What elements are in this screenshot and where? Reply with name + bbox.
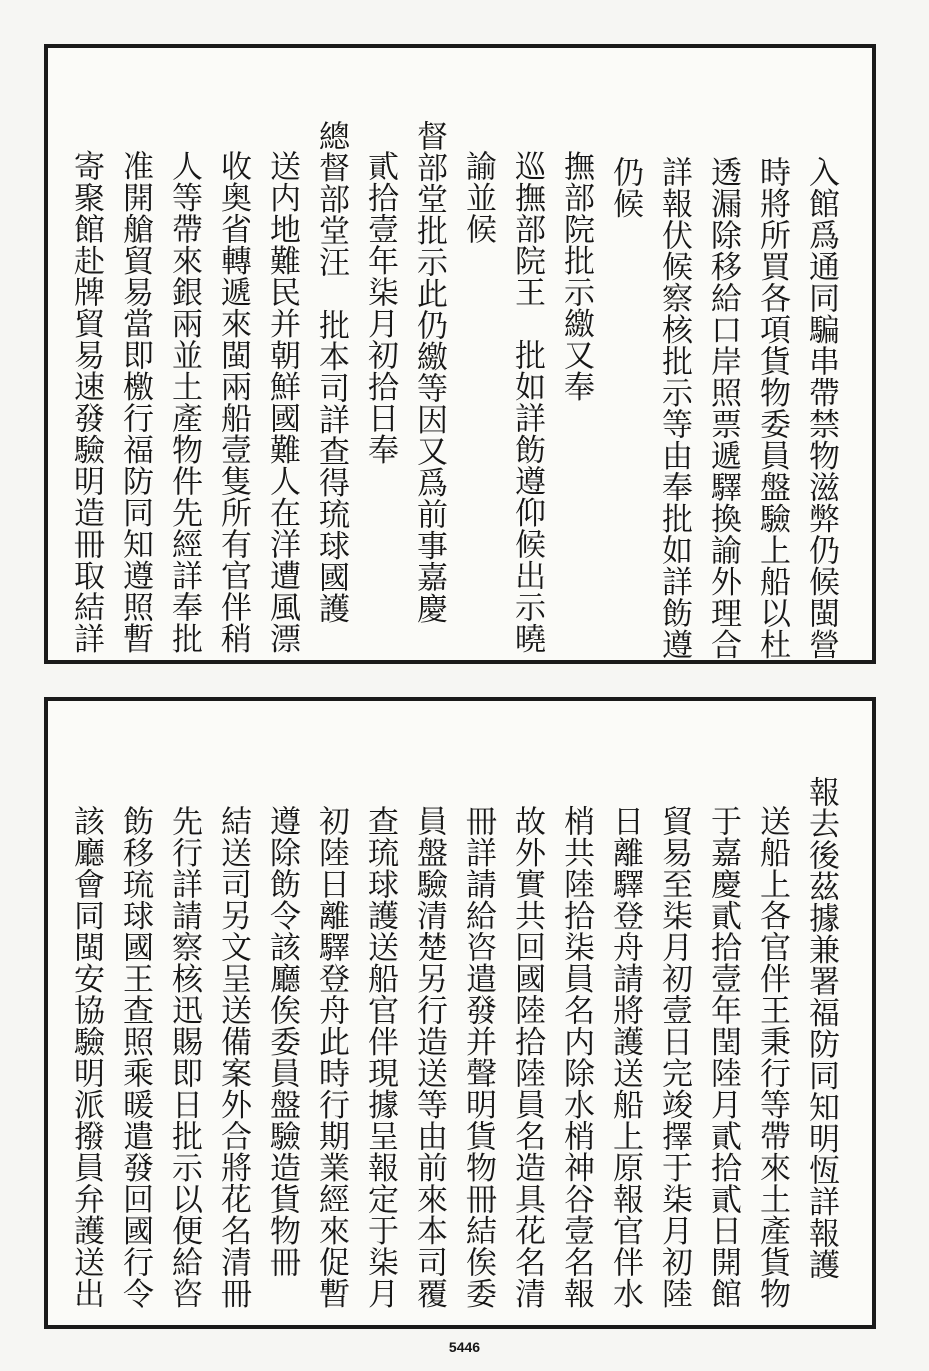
- bottom-text-columns: [48, 701, 872, 1325]
- text-column: 送内地難民并朝鮮國難人在洋遭風漂: [264, 150, 300, 654]
- top-text-columns: [48, 48, 872, 660]
- text-column: 督部堂批示此仍繳等因又爲前事嘉慶: [411, 120, 447, 624]
- text-column: 日離驛登舟請將護送船上原報官伴水: [607, 805, 643, 1309]
- page-number: 5446: [448, 1339, 481, 1355]
- text-column: 冊詳請給咨遣發并聲明貨物冊結俟委: [460, 805, 496, 1309]
- bottom-document-panel: [44, 697, 876, 1329]
- text-column: 准開艙貿易當即檄行福防同知遵照暫: [117, 150, 153, 654]
- text-column: 于嘉慶貳拾壹年閏陸月貳拾貳日開館: [705, 805, 741, 1309]
- text-column: 收奥省轉遞來閩兩船壹隻所有官伴稍: [215, 150, 251, 654]
- text-column: 員盤驗清楚另行造送等由前來本司覆: [411, 805, 447, 1309]
- text-column: 故外實共回國陸拾陸員名造具花名清: [509, 805, 545, 1309]
- text-column: 貳拾壹年柒月初拾日奉: [362, 150, 398, 465]
- text-column: 該廳會同閩安協驗明派撥員弁護送出: [68, 805, 104, 1309]
- text-column: 梢共陸拾柒員名内除水梢神谷壹名報: [558, 805, 594, 1309]
- text-column: 遵除飭令該廳俟委員盤驗造貨物冊: [264, 805, 300, 1278]
- top-document-panel: [44, 44, 876, 664]
- text-column: 諭並候: [460, 150, 496, 245]
- text-column: 巡撫部院王 批如詳飭遵仰候出示曉: [509, 150, 545, 654]
- text-column: 仍候: [607, 156, 643, 219]
- text-column: 詳報伏候察核批示等由奉批如詳飭遵: [656, 156, 692, 660]
- text-column: 總督部堂汪 批本司詳查得琉球國護: [313, 120, 349, 624]
- text-column: 透漏除移給口岸照票遞驛換諭外理合: [705, 156, 741, 660]
- text-column: 貿易至柒月初壹日完竣擇于柒月初陸: [656, 805, 692, 1309]
- text-column: 查琉球護送船官伴現據呈報定于柒月: [362, 805, 398, 1309]
- text-column: 寄聚館赴牌貿易速發驗明造冊取結詳: [68, 150, 104, 654]
- text-column: 送船上各官伴王秉行等帶來土產貨物: [754, 805, 790, 1309]
- text-column: 入館爲通同騙串帶禁物滋弊仍候閩營: [803, 156, 839, 660]
- text-column: 初陸日離驛登舟此時行期業經來促暫: [313, 805, 349, 1309]
- text-column: 時將所買各項貨物委員盤驗上船以杜: [754, 156, 790, 660]
- text-column: 撫部院批示繳又奉: [558, 150, 594, 402]
- text-column: 人等帶來銀兩並土產物件先經詳奉批: [166, 150, 202, 654]
- text-column: 先行詳請察核迅賜即日批示以便給咨: [166, 805, 202, 1309]
- text-column: 結送司另文呈送備案外合將花名清冊: [215, 805, 251, 1309]
- text-column: 報去後茲據兼署福防同知明恆詳報護: [803, 776, 839, 1280]
- text-column: 飭移琉球國王查照乘暖遣發回國行令: [117, 805, 153, 1309]
